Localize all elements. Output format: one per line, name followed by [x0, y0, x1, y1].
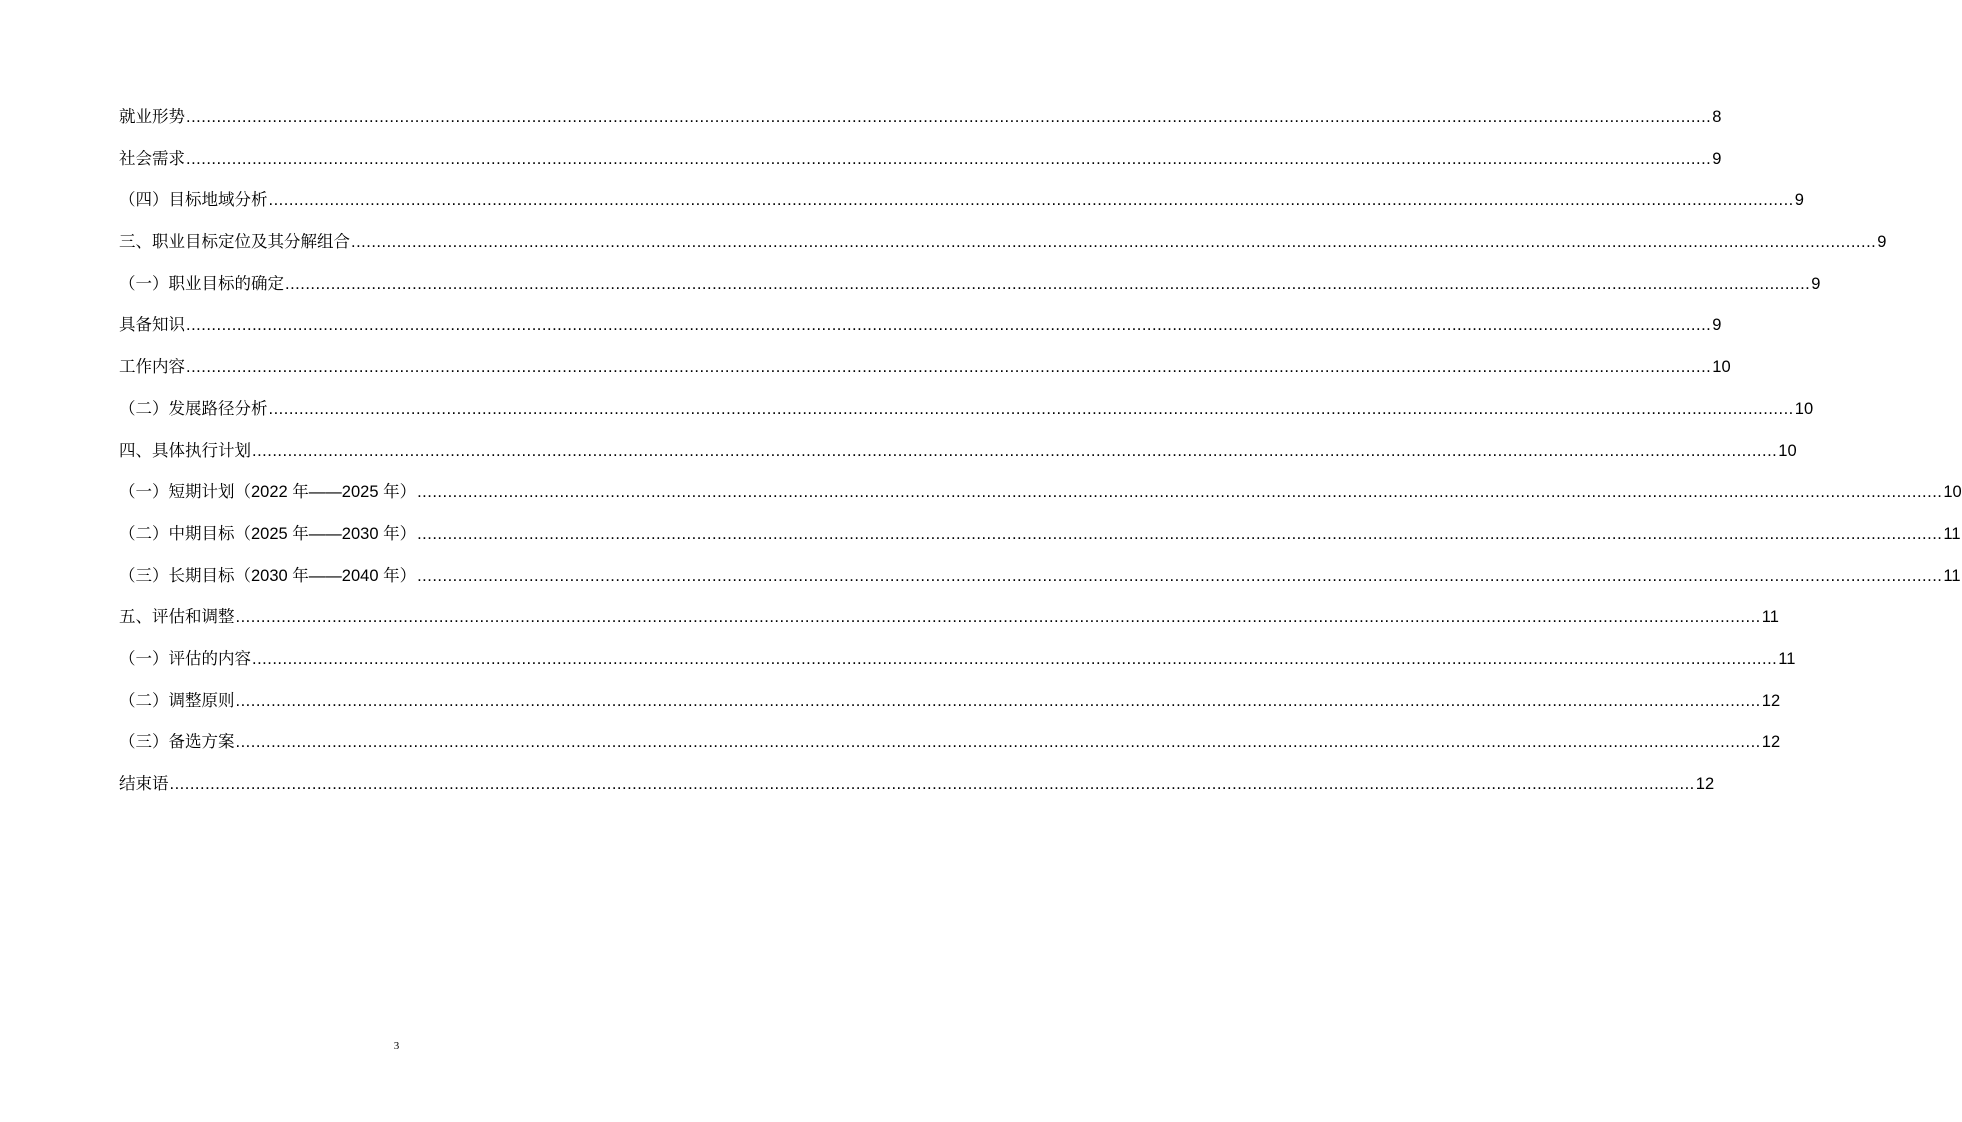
- toc-dot-leader: ............................................................................................................................................................................................................................................................................................................: [285, 274, 1811, 293]
- toc-entry-title: （二）中期目标（2025 年——2030 年）: [119, 524, 417, 543]
- toc-dot-leader: ............................................................................................................................................................................................................................................................................................................: [252, 649, 1778, 668]
- toc-entry-title: （三）备选方案: [119, 733, 235, 752]
- toc-entry-title: 工作内容: [119, 358, 185, 377]
- toc-dot-leader: ............................................................................................................................................................................................................................................................................................................: [186, 358, 1712, 377]
- toc-entry-page: 10: [1794, 399, 1814, 418]
- toc-entry-page: 12: [1695, 775, 1715, 793]
- toc-entry[interactable]: [119, 729, 1781, 771]
- toc-entry-title: （二）发展路径分析: [119, 399, 268, 418]
- toc-entry-title: 社会需求: [119, 149, 185, 168]
- toc-entry-page: 11: [1778, 649, 1796, 668]
- toc-entry[interactable]: [119, 354, 1731, 396]
- toc-entry[interactable]: [119, 396, 1814, 438]
- toc-dot-leader: ............................................................................................................................................................................................................................................................................................................: [235, 691, 1761, 710]
- toc-dot-leader: ............................................................................................................................................................................................................................................................................................................: [186, 149, 1712, 168]
- toc-entry-title: 三、职业目标定位及其分解组合: [119, 233, 350, 252]
- toc-dot-leader: ............................................................................................................................................................................................................................................................................................................: [417, 524, 1943, 543]
- toc-entry-page: 11: [1943, 524, 1961, 543]
- toc-entry[interactable]: [119, 104, 1722, 146]
- toc-entry-page: 10: [1943, 483, 1962, 502]
- toc-entry-page: 12: [1761, 733, 1781, 752]
- toc-entry[interactable]: [119, 438, 1797, 480]
- toc-entry-page: 10: [1778, 441, 1797, 460]
- toc-entry[interactable]: [119, 229, 1887, 271]
- toc-entry-title: 具备知识: [119, 316, 185, 335]
- toc-entry-title: 就业形势: [119, 108, 185, 126]
- toc-entry[interactable]: [119, 146, 1722, 188]
- toc-entry-title: 四、具体执行计划: [119, 441, 251, 460]
- toc-dot-leader: ............................................................................................................................................................................................................................................................................................................: [417, 483, 1943, 502]
- toc-entry-page: 8: [1712, 108, 1722, 126]
- toc-entry-page: 12: [1761, 691, 1781, 710]
- toc-dot-leader: ............................................................................................................................................................................................................................................................................................................: [186, 108, 1712, 126]
- toc-dot-leader: ............................................................................................................................................................................................................................................................................................................: [417, 566, 1943, 585]
- toc-dot-leader: ............................................................................................................................................................................................................................................................................................................: [351, 233, 1877, 252]
- toc-dot-leader: ............................................................................................................................................................................................................................................................................................................: [268, 399, 1794, 418]
- toc-entry[interactable]: [119, 479, 1962, 521]
- toc-entry[interactable]: [119, 521, 1961, 563]
- toc-entry-title: （一）短期计划（2022 年——2025 年）: [119, 483, 417, 502]
- toc-dot-leader: ............................................................................................................................................................................................................................................................................................................: [186, 316, 1712, 335]
- toc-entry[interactable]: [119, 688, 1781, 730]
- table-of-contents: [119, 104, 1962, 813]
- toc-entry-title: 五、评估和调整: [119, 608, 235, 627]
- toc-entry-title: （二）调整原则: [119, 691, 235, 710]
- toc-entry-page: 9: [1811, 274, 1821, 293]
- toc-entry[interactable]: [119, 771, 1715, 813]
- page-number: 3: [393, 1040, 400, 1052]
- toc-entry-page: 11: [1943, 566, 1961, 585]
- toc-entry[interactable]: [119, 187, 1804, 229]
- toc-entry-page: 9: [1712, 149, 1722, 168]
- toc-entry[interactable]: [119, 604, 1779, 646]
- toc-entry[interactable]: [119, 646, 1796, 688]
- toc-dot-leader: ............................................................................................................................................................................................................................................................................................................: [169, 775, 1695, 793]
- toc-entry[interactable]: [119, 312, 1722, 354]
- toc-dot-leader: ............................................................................................................................................................................................................................................................................................................: [268, 191, 1794, 210]
- toc-entry-title: （三）长期目标（2030 年——2040 年）: [119, 566, 417, 585]
- toc-entry[interactable]: [119, 563, 1961, 605]
- toc-entry-title: （一）评估的内容: [119, 649, 251, 668]
- toc-entry-page: 9: [1794, 191, 1804, 210]
- toc-entry-title: （一）职业目标的确定: [119, 274, 284, 293]
- toc-entry-page: 11: [1761, 608, 1779, 627]
- toc-entry-page: 10: [1712, 358, 1731, 377]
- toc-dot-leader: ............................................................................................................................................................................................................................................................................................................: [235, 733, 1761, 752]
- toc-entry-title: （四）目标地域分析: [119, 191, 268, 210]
- toc-dot-leader: ............................................................................................................................................................................................................................................................................................................: [235, 608, 1761, 627]
- toc-entry-page: 9: [1877, 233, 1887, 252]
- toc-dot-leader: ............................................................................................................................................................................................................................................................................................................: [252, 441, 1778, 460]
- toc-entry[interactable]: [119, 271, 1821, 313]
- toc-entry-title: 结束语: [119, 775, 169, 793]
- toc-entry-page: 9: [1712, 316, 1722, 335]
